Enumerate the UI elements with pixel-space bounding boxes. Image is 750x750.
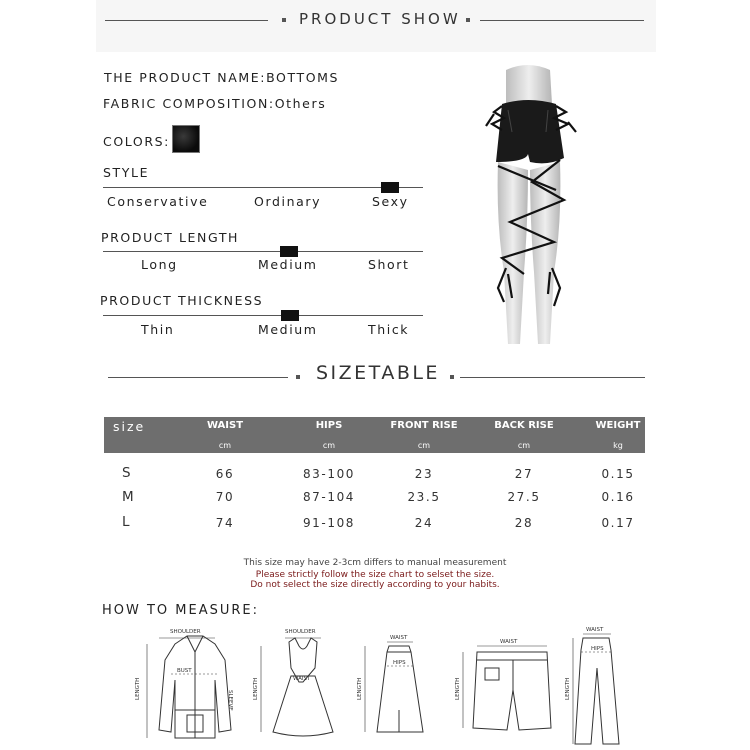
size-column-header: size: [113, 419, 146, 434]
header-dot-right: [466, 18, 470, 22]
color-swatch-black[interactable]: [172, 125, 200, 153]
how-to-measure-title: HOW TO MEASURE:: [102, 603, 260, 618]
style-option-ordinary: Ordinary: [254, 194, 322, 209]
product-photo: [468, 62, 592, 354]
hips-header: HIPS: [315, 420, 343, 431]
front-rise-unit: cm: [417, 441, 431, 450]
waist-label: WAIST: [586, 627, 604, 633]
style-scale-marker: [381, 182, 399, 193]
length-label: LENGTH: [357, 677, 363, 700]
bust-label: BUST: [177, 668, 192, 674]
weight-unit: kg: [613, 441, 623, 450]
table-cell: 27: [514, 467, 534, 481]
waist-label: WAIST: [500, 639, 518, 645]
sleeve-label: SLEEVE: [227, 690, 233, 711]
sizetable-rule-left: [108, 377, 288, 378]
length-option-long: Long: [141, 257, 178, 272]
fabric-value: Others: [274, 96, 327, 111]
product-name-label: THE PRODUCT NAME:: [104, 70, 267, 85]
table-cell: 70: [215, 490, 235, 504]
shoulder-label: SHOULDER: [285, 629, 316, 635]
colors-label: COLORS:: [103, 134, 170, 149]
table-cell: 24: [414, 516, 434, 530]
thickness-option-medium: Medium: [258, 322, 318, 337]
fabric-label: FABRIC COMPOSITION:: [103, 96, 275, 111]
length-label: LENGTH: [135, 677, 141, 700]
style-option-sexy: Sexy: [372, 194, 409, 209]
table-cell: 74: [215, 516, 235, 530]
size-warning-line-2: Do not select the size directly according to your habits.: [250, 580, 500, 590]
thickness-option-thin: Thin: [141, 322, 175, 337]
table-cell: 28: [514, 516, 534, 530]
table-cell: 0.15: [601, 467, 635, 481]
hips-label: HIPS: [393, 660, 406, 666]
weight-header: WEIGHT: [595, 420, 641, 431]
header-rule-left: [105, 20, 268, 21]
skirt-measure-lines: [365, 642, 413, 732]
shorts-diagram: [473, 652, 551, 730]
sizetable-dot-right: [450, 375, 454, 379]
length-scale-line: [103, 251, 423, 252]
table-cell: 0.17: [601, 516, 635, 530]
table-cell: 66: [215, 467, 235, 481]
dress-measure-lines: [261, 638, 321, 732]
length-label: LENGTH: [455, 677, 461, 700]
row-size-s: S: [122, 465, 131, 481]
size-warning-line-1: Please strictly follow the size chart to selset the size.: [255, 570, 495, 580]
length-label: LENGTH: [565, 677, 571, 700]
measure-diagrams: [125, 620, 655, 748]
table-cell: 87-104: [302, 490, 356, 504]
sizetable-rule-right: [460, 377, 645, 378]
thickness-scale-line: [103, 315, 423, 316]
row-size-m: M: [122, 489, 134, 505]
hips-label: HIPS: [591, 646, 604, 652]
header-rule-right: [480, 20, 644, 21]
length-option-medium: Medium: [258, 257, 318, 272]
waist-header: WAIST: [206, 420, 244, 431]
table-cell: 83-100: [302, 467, 356, 481]
back-rise-header: BACK RISE: [494, 420, 554, 431]
row-size-l: L: [122, 514, 130, 530]
hips-unit: cm: [322, 441, 336, 450]
length-scale-marker: [280, 246, 298, 257]
size-warning: [0, 570, 750, 590]
waist-label: WAIST: [293, 676, 311, 682]
waist-unit: cm: [218, 441, 232, 450]
measurement-note: This size may have 2-3cm differs to manual measurement: [243, 558, 507, 568]
pants-diagram: [575, 638, 619, 744]
back-rise-unit: cm: [517, 441, 531, 450]
shorts-garment: [496, 100, 564, 163]
length-label: LENGTH: [253, 677, 259, 700]
sizetable-title: SIZETABLE: [316, 362, 440, 384]
table-cell: 91-108: [302, 516, 356, 530]
dress-diagram: [273, 638, 333, 736]
style-scale-line: [103, 187, 423, 188]
sizetable-dot-left: [296, 375, 300, 379]
waist-label: WAIST: [390, 635, 408, 641]
table-cell: 27.5: [507, 490, 541, 504]
product-name-value: BOTTOMS: [266, 70, 340, 85]
jacket-measure-lines: [147, 638, 217, 738]
length-option-short: Short: [368, 257, 410, 272]
table-cell: 23.5: [407, 490, 441, 504]
table-cell: 23: [414, 467, 434, 481]
jacket-diagram: [159, 636, 231, 738]
front-rise-header: FRONT RISE: [390, 420, 458, 431]
style-option-conservative: Conservative: [107, 194, 209, 209]
style-scale-title: STYLE: [103, 165, 150, 180]
thickness-scale-title: PRODUCT THICKNESS: [100, 293, 264, 308]
product-name-row: [104, 70, 339, 85]
table-cell: 0.16: [601, 490, 635, 504]
fabric-row: [103, 96, 326, 111]
thickness-option-thick: Thick: [368, 322, 410, 337]
shoulder-label: SHOULDER: [170, 629, 201, 635]
length-scale-title: PRODUCT LENGTH: [101, 230, 240, 245]
product-show-title: PRODUCT SHOW: [299, 10, 461, 28]
skirt-diagram: [377, 646, 423, 732]
thickness-scale-marker: [281, 310, 299, 321]
header-dot-left: [282, 18, 286, 22]
